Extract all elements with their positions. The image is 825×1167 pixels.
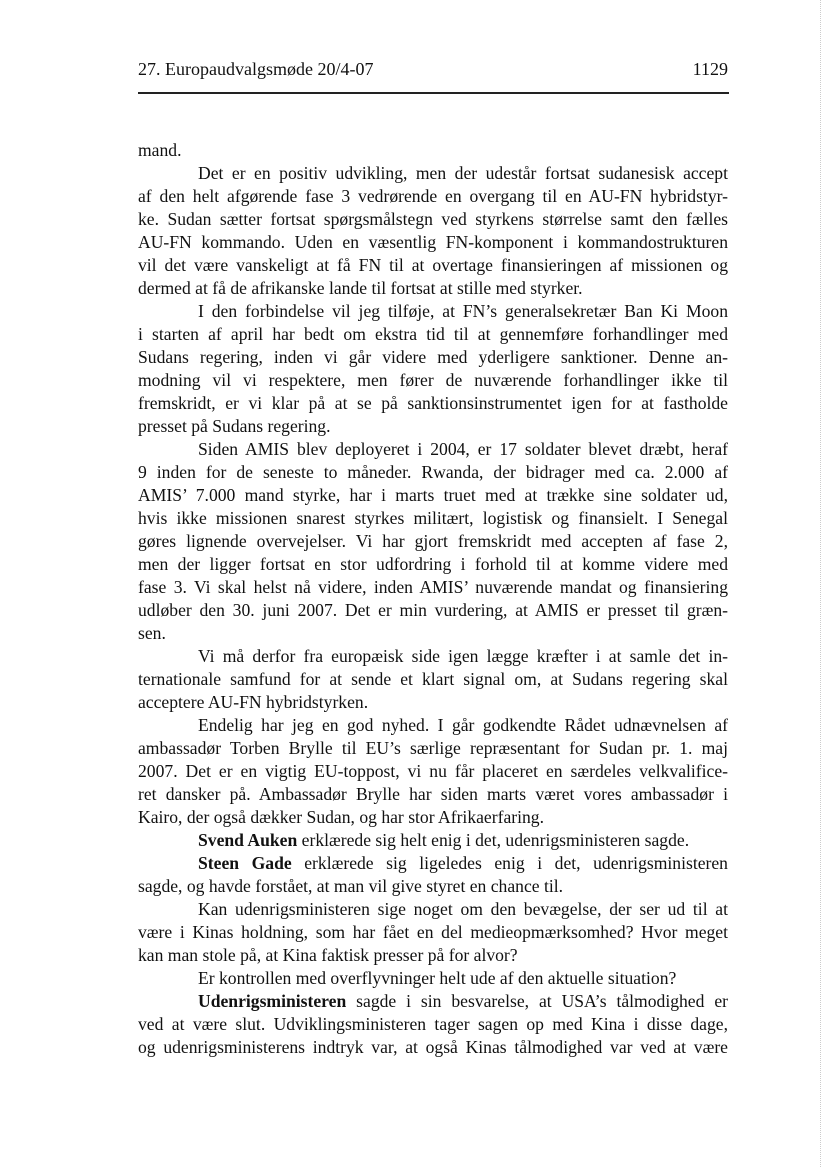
line-text: Det er en positiv udvikling, men der udestår fortsat sudanesisk accept: [198, 163, 728, 183]
line-text: sagde, og havde forstået, at man vil give styret en chance til.: [138, 876, 564, 896]
line-text: AMIS’ 7.000 mand styrke, har i marts truet med at trække sine soldater ud,: [138, 485, 728, 505]
text-line: [138, 875, 728, 898]
text-line: [138, 346, 728, 369]
line-text: acceptere AU-FN hybridstyrken.: [138, 692, 369, 712]
text-line: [138, 162, 728, 185]
text-line: [138, 576, 728, 599]
text-line: [138, 668, 728, 691]
text-line: [138, 231, 728, 254]
header-title: 27. Europaudvalgsmøde 20/4-07: [138, 59, 374, 79]
line-text: udløber den 30. juni 2007. Det er min vurdering, at AMIS er presset til græn-: [138, 600, 728, 620]
text-line: [138, 530, 728, 553]
paragraph: [138, 139, 728, 162]
page-number: 1129: [692, 59, 728, 79]
paragraph: [138, 645, 728, 714]
paragraph: [138, 898, 728, 967]
speaker-name: Svend Auken: [198, 830, 298, 850]
line-text: og udenrigsministerens indtryk var, at også Kinas tålmodighed var ved at være: [138, 1037, 728, 1057]
text-line: [138, 852, 728, 875]
line-text: mand.: [138, 140, 182, 160]
text-line: [138, 139, 728, 162]
text-line: [138, 300, 728, 323]
text-line: [138, 392, 728, 415]
line-text: Vi må derfor fra europæisk side igen lægge kræfter i at samle det in-: [198, 646, 728, 666]
line-text: fase 3. Vi skal helst nå videre, inden AMIS’ nuværende mandat og finansiering: [138, 577, 728, 597]
text-line: [138, 806, 728, 829]
line-text: men der ligger fortsat en stor udfordring i forhold til at komme videre med: [138, 554, 728, 574]
line-text: sagde i sin besvarelse, at USA’s tålmodighed er: [346, 991, 728, 1011]
text-line: [138, 415, 728, 438]
line-text: kan man stole på, at Kina faktisk presser på for alvor?: [138, 945, 518, 965]
speaker-name: Udenrigsministeren: [198, 991, 347, 1011]
text-line: [138, 645, 728, 668]
text-line: [138, 944, 728, 967]
line-text: modning vil vi respektere, men fører de nuværende forhandlinger ikke til: [138, 370, 728, 390]
line-text: dermed at få de afrikanske lande til fortsat at stille med styrker.: [138, 278, 583, 298]
text-line: [138, 254, 728, 277]
line-text: i starten af april har bedt om ekstra tid til at gennemføre forhandlinger med: [138, 324, 728, 344]
text-line: [138, 714, 728, 737]
document-body: [138, 139, 728, 1059]
text-line: [138, 921, 728, 944]
text-line: [138, 599, 728, 622]
line-text: gøres lignende overvejelser. Vi har gjort fremskridt med accepten af fase 2,: [138, 531, 728, 551]
line-text: være i Kinas holdning, som har fået en del medieopmærksomhed? Hvor meget: [138, 922, 728, 942]
line-text: hvis ikke missionen snarest styrkes militært, logistisk og finansielt. I Senegal: [138, 508, 728, 528]
text-line: [138, 369, 728, 392]
line-text: ved at være slut. Udviklingsministeren tager sagen op med Kina i disse dage,: [138, 1014, 728, 1034]
text-line: [138, 461, 728, 484]
line-text: vil det være vanskeligt at få FN til at overtage finansieringen af missionen og: [138, 255, 728, 275]
text-line: [138, 691, 728, 714]
text-line: [138, 484, 728, 507]
paragraph: [138, 990, 728, 1059]
speaker-name: Steen Gade: [198, 853, 292, 873]
text-line: [138, 507, 728, 530]
line-text: Kan udenrigsministeren sige noget om den bevægelse, der ser ud til at: [198, 899, 728, 919]
paragraph: [138, 967, 728, 990]
text-line: [138, 622, 728, 645]
text-line: [138, 990, 728, 1013]
line-text: Siden AMIS blev deployeret i 2004, er 17 soldater blevet dræbt, heraf: [198, 439, 728, 459]
line-text: 9 inden for de seneste to måneder. Rwanda, der bidrager med ca. 2.000 af: [138, 462, 728, 482]
line-text: sen.: [138, 623, 166, 643]
line-text: ambassadør Torben Brylle til EU’s særlige repræsentant for Sudan pr. 1. maj: [138, 738, 728, 758]
text-line: [138, 829, 728, 852]
text-line: [138, 1013, 728, 1036]
paragraph: [138, 714, 728, 829]
line-text: presset på Sudans regering.: [138, 416, 331, 436]
text-line: [138, 898, 728, 921]
line-text: Endelig har jeg en god nyhed. I går godkendte Rådet udnævnelsen af: [198, 715, 728, 735]
line-text: AU-FN kommando. Uden en væsentlig FN-komponent i kommandostrukturen: [138, 232, 728, 252]
text-line: [138, 737, 728, 760]
line-text: Kairo, der også dækker Sudan, og har stor Afrikaerfaring.: [138, 807, 545, 827]
text-line: [138, 1036, 728, 1059]
paragraph: [138, 438, 728, 645]
line-text: erklærede sig helt enig i det, udenrigsministeren sagde.: [297, 830, 690, 850]
line-text: Sudans regering, inden vi går videre med yderligere sanktioner. Denne an-: [138, 347, 728, 367]
text-line: [138, 783, 728, 806]
paragraph: [138, 300, 728, 438]
line-text: fremskridt, er vi klar på at se på sanktionsinstrumentet igen for at fastholde: [138, 393, 728, 413]
running-header: [138, 59, 728, 80]
header-rule: [138, 92, 729, 94]
line-text: ternationale samfund for at sende et klart signal om, at Sudans regering skal: [138, 669, 728, 689]
text-line: [138, 277, 728, 300]
line-text: I den forbindelse vil jeg tilføje, at FN’s generalsekretær Ban Ki Moon: [198, 301, 728, 321]
line-text: ret dansker på. Ambassadør Brylle har siden marts været vores ambassadør i: [138, 784, 728, 804]
text-line: [138, 438, 728, 461]
scan-edge: [819, 0, 821, 1167]
line-text: 2007. Det er en vigtig EU-toppost, vi nu får placeret en særdeles velkvalifice-: [138, 761, 728, 781]
text-line: [138, 553, 728, 576]
line-text: Er kontrollen med overflyvninger helt ude af den aktuelle situation?: [198, 968, 677, 988]
line-text: ke. Sudan sætter fortsat spørgsmålstegn ved styrkens størrelse samt den fælles: [138, 209, 728, 229]
line-text: af den helt afgørende fase 3 vedrørende en overgang til en AU-FN hybridstyr-: [138, 186, 728, 206]
text-line: [138, 967, 728, 990]
text-line: [138, 760, 728, 783]
text-line: [138, 185, 728, 208]
line-text: erklærede sig ligeledes enig i det, udenrigsministeren: [291, 853, 728, 873]
text-line: [138, 208, 728, 231]
paragraph: [138, 829, 728, 852]
text-line: [138, 323, 728, 346]
paragraph: [138, 162, 728, 300]
paragraph: [138, 852, 728, 898]
